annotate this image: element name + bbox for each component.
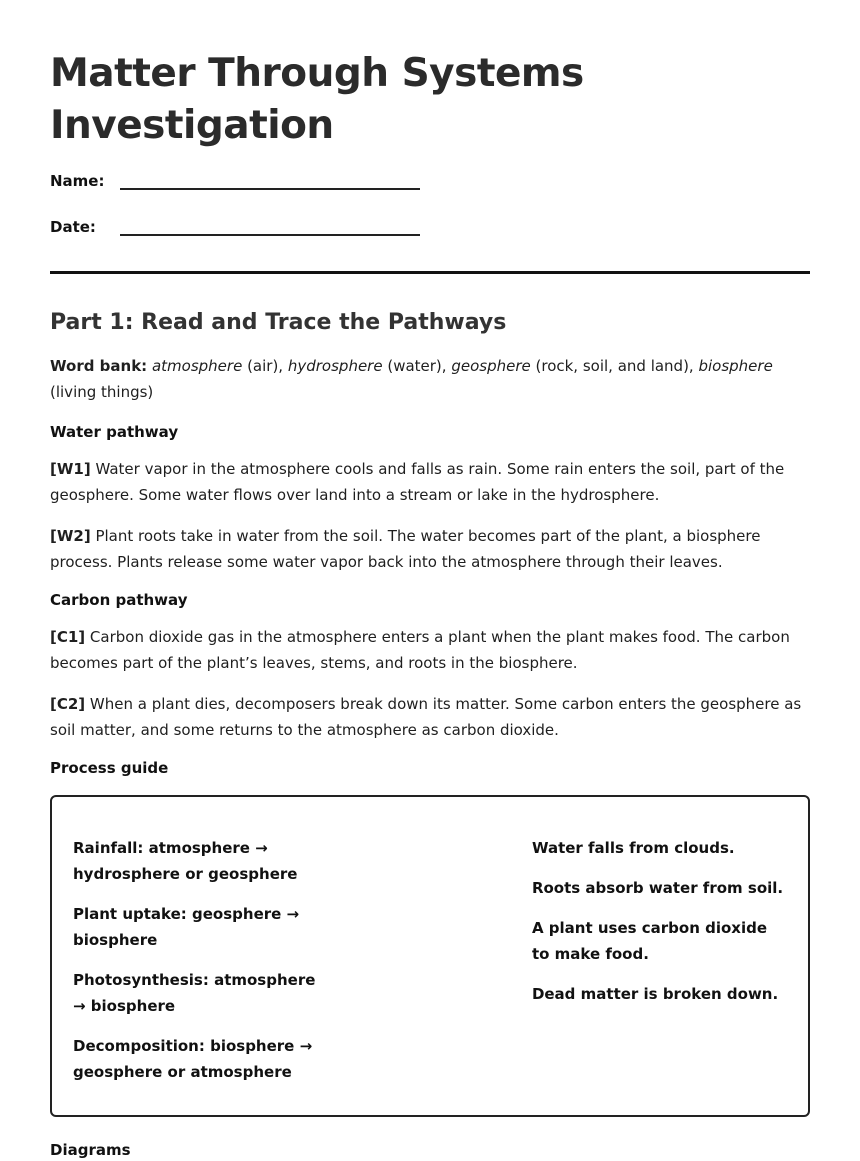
part1-heading: Part 1: Read and Trace the Pathways: [50, 310, 507, 335]
page-title: Matter Through Systems Investigation: [50, 51, 584, 148]
passage-tag: [W2]: [50, 527, 91, 545]
name-blank-line[interactable]: [120, 170, 420, 190]
word-bank-gloss: (water),: [382, 357, 452, 375]
word-bank-gloss: (air),: [242, 357, 288, 375]
passage-c1: [50, 624, 810, 676]
passage-text: Carbon dioxide gas in the atmosphere enters a plant when the plant makes food. The carbon becomes part of the plant’s leaves, stems, and roots in the biosphere.: [50, 628, 790, 672]
description-item: Roots absorb water from soil.: [531, 879, 784, 897]
passage-w2: [50, 523, 810, 575]
process-list: [73, 835, 532, 1115]
process-item: Photosynthesis: atmosphere → biosphere: [73, 971, 316, 1015]
process-item: Decomposition: biosphere → geosphere or atmosphere: [73, 1037, 313, 1081]
process-guide-box: [50, 795, 810, 1117]
passage-w1: [50, 456, 810, 508]
word-bank-term: atmosphere: [151, 357, 243, 375]
process-guide-heading: Process guide: [50, 759, 169, 777]
process-item: Plant uptake: geosphere → biosphere: [73, 905, 300, 949]
name-field-row: [50, 170, 810, 190]
passage-tag: [C2]: [50, 695, 86, 713]
water-pathway-heading: Water pathway: [50, 423, 179, 441]
description-list: [532, 835, 788, 1115]
process-item: Rainfall: atmosphere → hydrosphere or geosphere: [73, 839, 298, 883]
word-bank-label: Word bank:: [50, 357, 148, 375]
description-item: A plant uses carbon dioxide to make food.: [531, 919, 768, 963]
diagrams-heading: Diagrams: [50, 1141, 131, 1159]
carbon-pathway-heading: Carbon pathway: [50, 591, 188, 609]
header-divider: [50, 271, 810, 274]
word-bank: [50, 353, 810, 405]
date-field-row: [50, 216, 810, 236]
word-bank-term: geosphere: [451, 357, 531, 375]
word-bank-term: biosphere: [698, 357, 773, 375]
word-bank-term: hydrosphere: [287, 357, 383, 375]
date-blank-line[interactable]: [120, 216, 420, 236]
date-label: Date:: [50, 218, 96, 236]
description-item: Dead matter is broken down.: [531, 985, 779, 1003]
passage-text: Plant roots take in water from the soil. The water becomes part of the plant, a biosphere process. Plants release some water vapor back into the atmosphere through their leaves.: [50, 527, 761, 571]
passage-c2: [50, 691, 810, 743]
passage-tag: [C1]: [50, 628, 86, 646]
passage-text: When a plant dies, decomposers break down its matter. Some carbon enters the geosphere as soil matter, and some returns to the atmosphere as carbon dioxide.: [50, 695, 802, 739]
word-bank-gloss: (living things): [50, 383, 154, 401]
passage-text: Water vapor in the atmosphere cools and falls as rain. Some rain enters the soil, part of the geosphere. Some water flows over land into a stream or lake in the hydrosphere.: [50, 460, 785, 504]
passage-tag: [W1]: [50, 460, 91, 478]
description-item: Water falls from clouds.: [531, 839, 735, 857]
name-label: Name:: [50, 172, 105, 190]
word-bank-gloss: (rock, soil, and land),: [530, 357, 699, 375]
